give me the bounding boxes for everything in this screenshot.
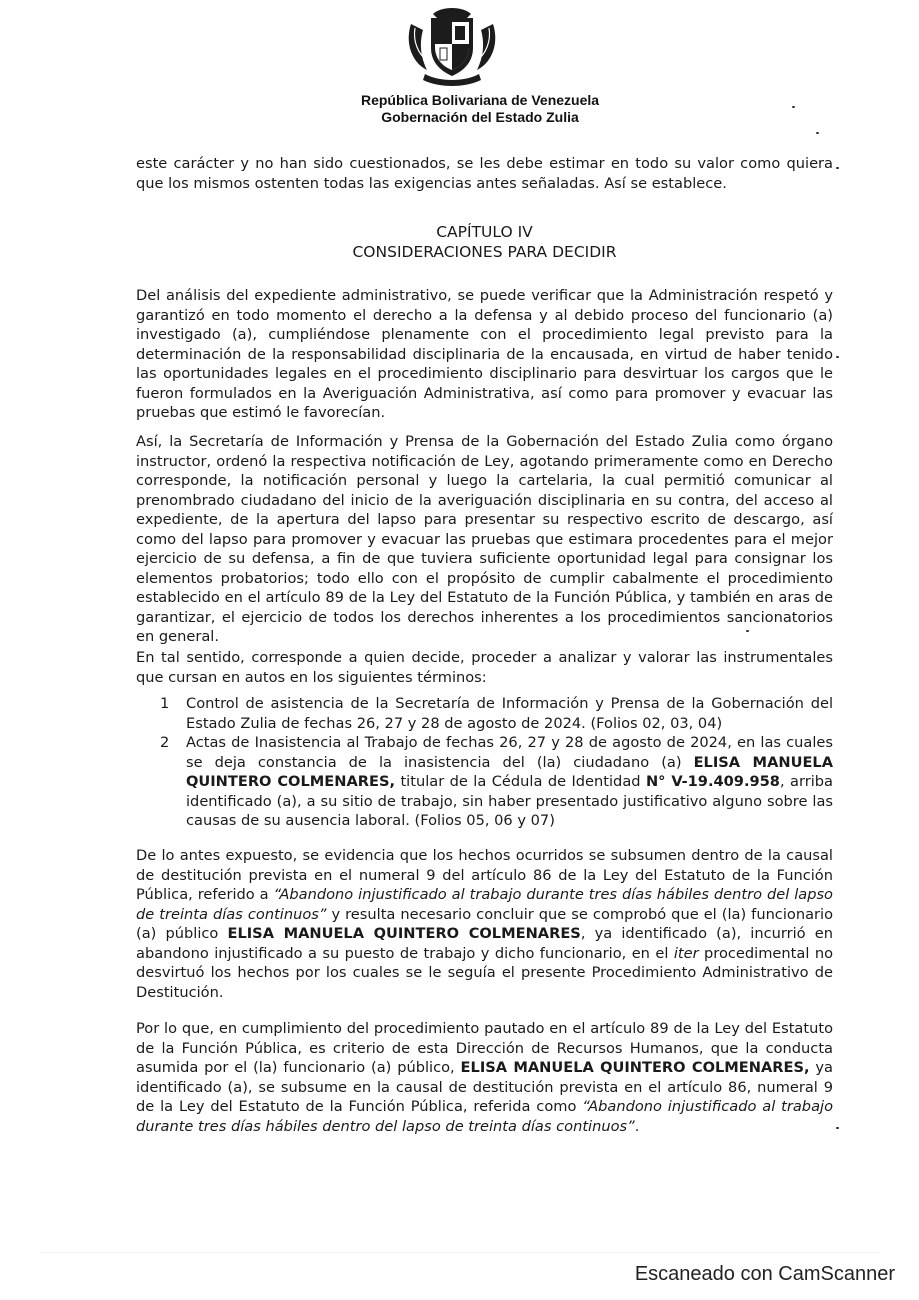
paragraph-5-text bbox=[136, 1019, 833, 1136]
person-name: ELISA MANUELA QUINTERO COLMENARES, bbox=[186, 753, 834, 790]
text-part: , ya identificado (a), incurrió en abandono injustificado a su puesto de trabajo y dicho funcionario, en el bbox=[136, 925, 833, 962]
list-item-text bbox=[186, 733, 833, 831]
paragraph-3 bbox=[136, 648, 833, 687]
paragraph-1 bbox=[136, 286, 833, 423]
paragraph-1-text: Del análisis del expediente administrativo, se puede verificar que la Administración respetó y garantizó en todo momento el derecho a la defensa y al debido proceso del funcionario (a) investigado (a), cumpliéndose plenamente con el procedimiento legal previsto para la determinación de la responsabilidad disciplinaria de la encausada, en virtud de haber tenido las oportunidades legales en el procedimiento disciplinario para desvirtuar los cargos que le fueron formulados en la Averiguación Administrativa, así como para promover y evacuar las pruebas que estimó le favorecían. bbox=[136, 287, 833, 421]
person-name: ELISA MANUELA QUINTERO COLMENARES, bbox=[460, 1059, 810, 1076]
id-number: N° V-19.409.958 bbox=[645, 773, 780, 790]
legal-quote: “Abandono injustificado al trabajo durante tres días hábiles dentro del lapso de treinta días continuos” bbox=[136, 886, 833, 923]
chapter-number: CAPÍTULO IV bbox=[436, 223, 533, 241]
scan-speck bbox=[836, 167, 839, 169]
text-part: De lo antes expuesto, se evidencia que los hechos ocurridos se subsumen dentro de la causal de destitución prevista en el numeral 9 del artículo 86 de la Ley del Estatuto de la Función Pública, referido a bbox=[136, 847, 833, 903]
list-item-text-part: , arriba identificado (a), a su sitio de trabajo, sin haber presentado justificativo alguno sobre las causas de su ausencia laboral. (Folios 05, 06 y 07) bbox=[186, 773, 833, 829]
coat-of-arms-icon bbox=[405, 4, 499, 90]
scan-speck bbox=[746, 630, 749, 632]
scan-edge-line bbox=[40, 1252, 880, 1253]
scan-speck bbox=[836, 356, 839, 358]
chapter-title: CONSIDERACIONES PARA DECIDIR bbox=[352, 243, 617, 261]
text-part: Por lo que, en cumplimiento del procedimiento pautado en el artículo 89 de la Ley del Estatuto de la Función Pública, es criterio de esta Dirección de Recursos Humanos, que la conducta asumida por el (la) funcionario (a) público, bbox=[136, 1020, 833, 1076]
list-item-text-part: Actas de Inasistencia al Trabajo de fechas 26, 27 y 28 de agosto de 2024, en las cuales se deja constancia de la inasistencia del (la) ciudadano (a) bbox=[186, 734, 833, 771]
list-item-number: 1 bbox=[160, 695, 170, 712]
list-item-number: 2 bbox=[160, 734, 170, 751]
iter-word: iter bbox=[673, 944, 699, 962]
text-part: procedimental no desvirtuó los hechos por los cuales se le seguía el presente Procedimiento Administrativo de Destitución. bbox=[136, 944, 833, 1001]
person-name: ELISA MANUELA QUINTERO COLMENARES bbox=[227, 925, 581, 942]
paragraph-4 bbox=[136, 846, 833, 1002]
evidence-list bbox=[160, 694, 833, 831]
paragraph-3-text: En tal sentido, corresponde a quien decide, proceder a analizar y valorar las instrumentales que cursan en autos en los siguientes términos: bbox=[136, 649, 833, 686]
legal-quote: “Abandono injustificado al trabajo durante tres días hábiles dentro del lapso de treinta días continuos” bbox=[136, 1098, 833, 1135]
text-part: ya identificado (a), se subsume en la causal de destitución prevista en el artículo 86, numeral 9 de la Ley del Estatuto de la Función Pública, referida como bbox=[136, 1059, 834, 1115]
scan-speck bbox=[792, 106, 795, 108]
intro-paragraph bbox=[136, 154, 833, 193]
paragraph-4-text bbox=[136, 846, 833, 1002]
text-part: y resulta necesario concluir que se comprobó que el (la) funcionario (a) público bbox=[136, 905, 833, 942]
list-item-text: Control de asistencia de la Secretaría de Información y Prensa de la Gobernación del Estado Zulia de fechas 26, 27 y 28 de agosto de 2024. (Folios 02, 03, 04) bbox=[186, 695, 833, 732]
text-part: . bbox=[634, 1117, 640, 1135]
paragraph-2 bbox=[136, 432, 833, 647]
paragraph-5 bbox=[136, 1019, 833, 1136]
scanner-watermark: Escaneado con CamScanner bbox=[634, 1263, 895, 1285]
chapter-heading bbox=[136, 222, 833, 262]
list-item-text-part: titular de la Cédula de Identidad bbox=[395, 773, 646, 790]
country-name: República Bolivariana de Venezuela bbox=[360, 92, 600, 108]
paragraph-2-text: Así, la Secretaría de Información y Prensa de la Gobernación del Estado Zulia como órgano instructor, ordenó la respectiva notificación de Ley, agotando primeramente como en Derecho corresponde, la notificación personal y luego la cartelaria, la cual permitió comunicar al prenombrado ciudadano del inicio de la averiguación disciplinaria en su contra, del acceso al expediente, de la apertura del lapso para presentar su respectivo escrito de descargo, así como del lapso para promover y evacuar las pruebas que estimara procedentes para el mejor ejercicio de su defensa, a fin de que tuviera suficiente oportunidad legal para consignar los elementos probatorios; todo ello con el propósito de cumplir cabalmente el procedimiento establecido en el artículo 89 de la Ley del Estatuto de la Función Pública, y también en aras de garantizar, el ejercicio de todos los derechos inherentes a los procedimientos sancionatorios en general. bbox=[136, 433, 833, 645]
intro-text: este carácter y no han sido cuestionados, se les debe estimar en todo su valor como quiera que los mismos ostenten todas las exigencias antes señaladas. Así se establece. bbox=[136, 155, 833, 192]
government-name: Gobernación del Estado Zulia bbox=[381, 109, 579, 125]
government-header bbox=[240, 92, 720, 126]
scan-speck bbox=[816, 132, 819, 134]
list-item bbox=[160, 694, 833, 733]
list-item bbox=[160, 733, 833, 831]
scan-speck bbox=[836, 1127, 839, 1129]
